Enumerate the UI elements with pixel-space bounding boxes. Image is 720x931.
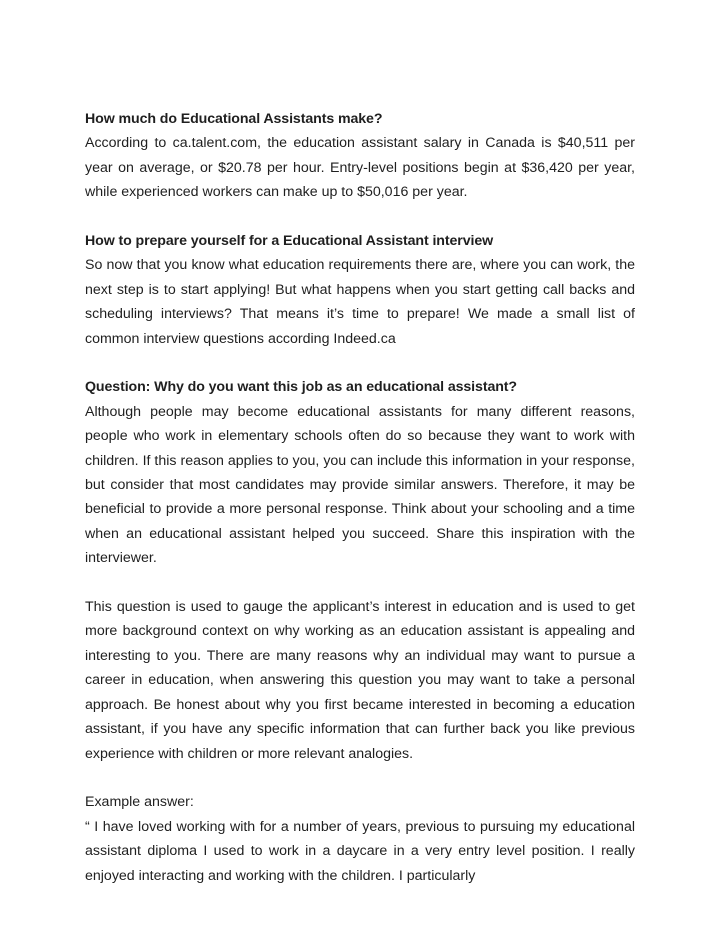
section-question xyxy=(85,375,635,570)
section-heading: Question: Why do you want this job as an educational assistant? xyxy=(85,379,517,396)
section-body: Although people may become educational assistants for many different reasons, people who work in elementary schools often do so because they want to work with children. If this reason applies to you, you can include this information in your response, but consider that most candidates may provide similar answers. Therefore, it may be beneficial to provide a more personal response. Think about your schooling and a time when an educational assistant helped you succeed. Share this inspiration with the interviewer. xyxy=(85,403,635,567)
example-label: Example answer: xyxy=(85,794,194,811)
gauge-paragraph: This question is used to gauge the applicant’s interest in education and is used to get more background context on why working as an education assistant is appealing and interesting to you. There are many reasons why an individual may want to pursue a career in education, when answering this question you may want to take a personal approach. Be honest about why you first became interested in becoming a education assistant, if you have any specific information that can further back you like previous experience with children or more relevant analogies. xyxy=(85,599,635,762)
section-body: According to ca.talent.com, the education assistant salary in Canada is $40,511 per year on average, or $20.78 per hour. Entry-level positions begin at $36,420 per year, while experienced workers can make up to $50,016 per year. xyxy=(85,135,635,201)
section-body: So now that you know what education requirements there are, where you can work, the next step is to start applying! But what happens when you start getting call backs and scheduling interviews? That means it’s time to prepare! We made a small list of common interview questions according Indeed.ca xyxy=(85,257,635,347)
example-text: “ I have loved working with for a number of years, previous to pursuing my educational assistant diploma I used to work in a daycare in a very entry level position. I really enjoyed interacting and working with the children. I particularly xyxy=(85,818,635,884)
section-heading: How to prepare yourself for a Educational Assistant interview xyxy=(85,233,494,250)
section-salary xyxy=(85,107,635,205)
section-gauge xyxy=(85,595,635,766)
section-interview-prep xyxy=(85,229,635,351)
document-content xyxy=(85,107,635,912)
section-example xyxy=(85,790,635,888)
section-heading: How much do Educational Assistants make? xyxy=(85,111,383,127)
